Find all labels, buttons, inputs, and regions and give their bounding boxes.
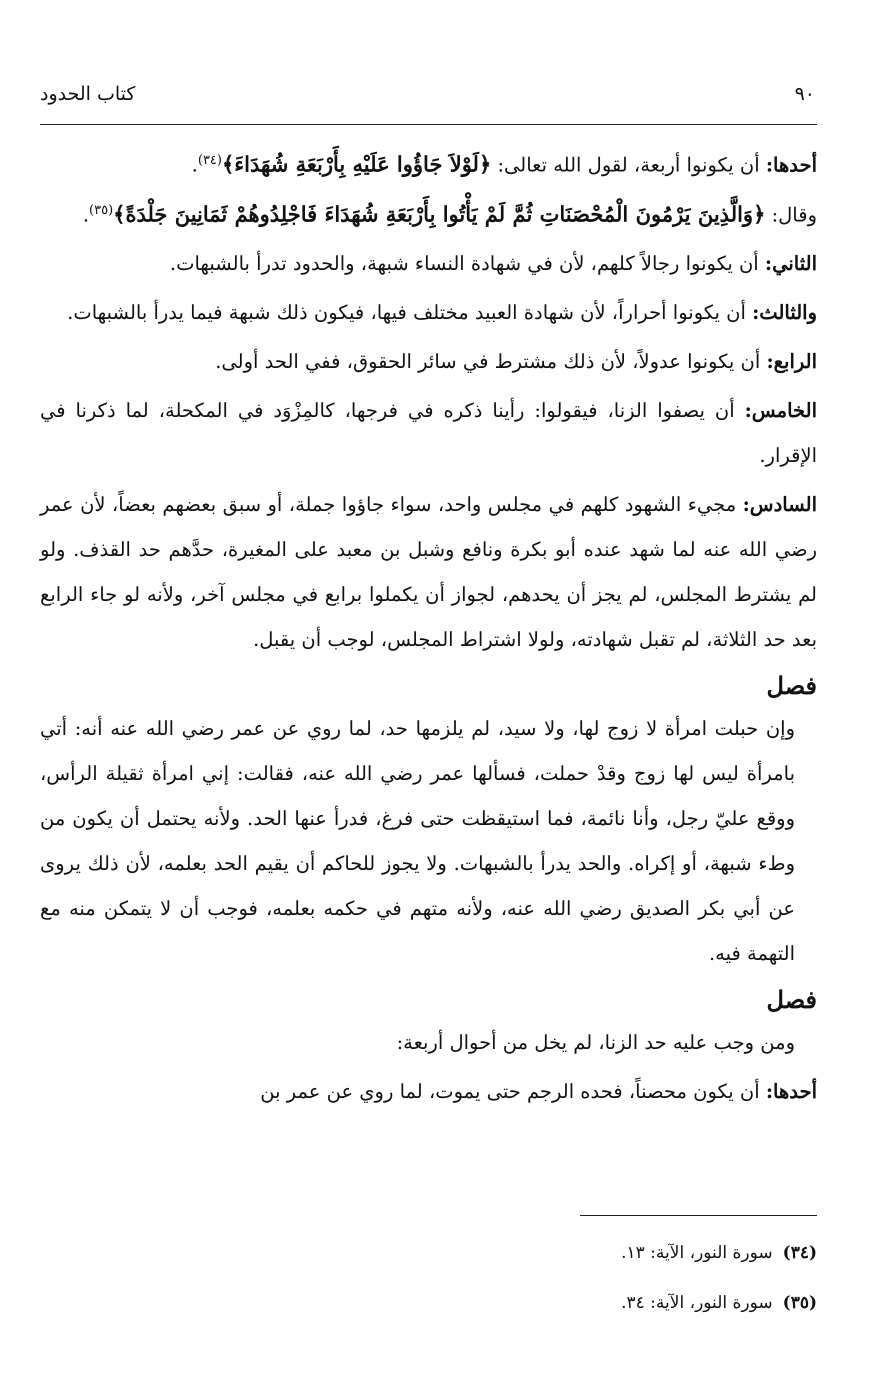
paragraph-text: أن يكون محصناً، فحده الرجم حتى يموت، لما روي عن عمر بن (260, 1080, 766, 1103)
footnote-text: سورة النور، الآية: ٣٤. (621, 1293, 773, 1313)
paragraph-text: أن يصفوا الزنا، فيقولوا: رأينا ذكره في فرجها، كالمِزْوَد في المكحلة، لما ذكرنا في الإقرار. (40, 399, 817, 467)
paragraph-text: أن يكونوا عدولاً، لأن ذلك مشترط في سائر الحقوق، ففي الحد أولى. (215, 350, 767, 373)
paragraph-fourth-condition (40, 339, 817, 384)
paragraph-text: أن يكونوا أربعة، لقول الله تعالى: (491, 153, 766, 177)
paragraph-fifth-condition (40, 388, 817, 478)
paragraph-four-states (40, 1020, 817, 1065)
page-body (40, 138, 817, 1118)
paragraph-text: وإن حبلت امرأة لا زوج لها، ولا سيد، لم يلزمها حد، لما روي عن عمر رضي الله عنه أنه: أتي بامرأة ليس لها زوج وقدْ حملت، فسألها عمر رضي الله عنه، فقالت: إني امرأة ثقيلة الرأس، ووقع عليّ رجل، وأنا نائمة، فما استيقظت حتى فرغ، فدرأ عنها الحد. ولأنه يحتمل أن يكون من وطء شبهة، أو إكراه. والحد يدرأ بالشبهات. ولا يجوز للحاكم أن يقيم الحد بعلمه، لأن ذلك يروى عن أبي بكر الصديق رضي الله عنه، ولأنه متهم في حكمه بعلمه، فوجب أن لا يتمكن منه مع التهمة فيه. (40, 717, 795, 965)
footnote-number: (٣٤) (782, 1243, 817, 1263)
paragraph-first-state (40, 1069, 817, 1114)
paragraph-text: وقال: (765, 203, 817, 226)
paragraph-text: مجيء الشهود كلهم في مجلس واحد، سواء جاؤوا جملة، أو سبق بعضهم بعضاً، لأن عمر رضي الله عنه لما شهد عنده أبو بكرة ونافع وشبل بن معبد على المغيرة، حدَّهم حد القذف. ولو لم يشترط المجلس، لم يجز أن يحدهم، لجواز أن يكملوا برابع في مجلس آخر، ولأنه لو جاء الرابع بعد حد الثلاثة، لم تقبل شهادته، ولولا اشتراط المجلس، لوجب أن يقبل. (40, 493, 817, 651)
header-divider (40, 124, 817, 125)
footnote-item (40, 1278, 817, 1328)
section-heading: فصل (766, 671, 817, 700)
paragraph-lead: أحدها: (765, 153, 817, 177)
sentence-end: . (191, 153, 198, 177)
page-header (40, 74, 815, 114)
section-heading: فصل (766, 985, 817, 1014)
footnote-divider (580, 1215, 817, 1216)
quran-verse: ﴿لَوْلاَ جَاؤُوا عَلَيْهِ بِأَرْبَعَةِ شُهَدَاءَ﴾ (221, 151, 492, 177)
paragraph-text: ومن وجب عليه حد الزنا، لم يخل من أحوال أربعة: (396, 1031, 795, 1054)
footnote-text: سورة النور، الآية: ١٣. (621, 1243, 773, 1263)
footnote-item (40, 1228, 817, 1278)
paragraph-lead: والثالث: (752, 301, 817, 324)
quran-verse: ﴿وَالَّذِينَ يَرْمُونَ الْمُحْصَنَاتِ ثُمَّ لَمْ يَأْتُوا بِأَرْبَعَةِ شُهَدَاءَ فَاجْلِدُوهُمْ ثَمَانِينَ جَلْدَةً﴾ (113, 201, 766, 226)
paragraph-third-condition (40, 290, 817, 335)
paragraph-first-condition (40, 138, 817, 237)
paragraph-lead: الثاني: (764, 252, 817, 275)
paragraph-text: أن يكونوا أحراراً، لأن شهادة العبيد مختلف فيها، فيكون ذلك شبهة فيما يدرأ بالشبهات. (67, 301, 753, 324)
paragraph-lead: الخامس: (744, 399, 817, 422)
paragraph-lead: السادس: (742, 493, 817, 516)
page-number: ٩٠ (794, 83, 815, 105)
paragraph-lead: الرابع: (766, 350, 817, 373)
footnotes (40, 1228, 817, 1328)
paragraph-sixth-condition (40, 482, 817, 662)
sentence-end: . (82, 203, 90, 226)
footnote-ref: (٣٤) (197, 153, 222, 168)
footnote-number: (٣٥) (782, 1293, 817, 1313)
footnote-ref: (٣٥) (89, 202, 114, 218)
book-title: كتاب الحدود (40, 83, 136, 105)
paragraph-text: أن يكونوا رجالاً كلهم، لأن في شهادة النساء شبهة، والحدود تدرأ بالشبهات. (169, 252, 765, 275)
paragraph-pregnancy (40, 706, 817, 976)
paragraph-lead: أحدها: (765, 1080, 817, 1103)
paragraph-second-condition (40, 241, 817, 286)
